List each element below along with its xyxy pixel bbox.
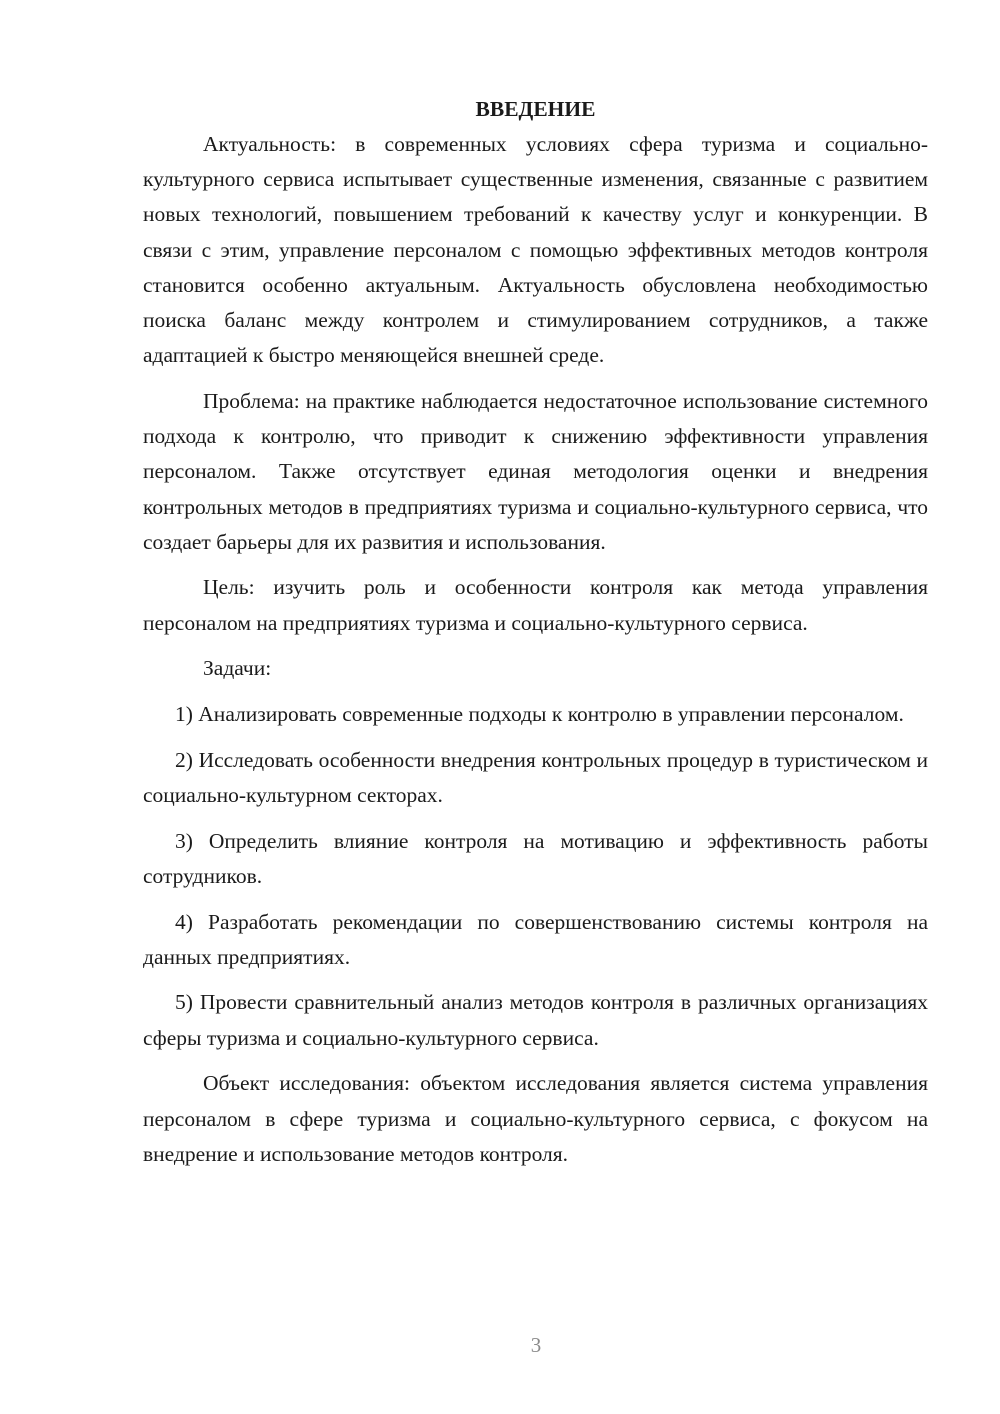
object-paragraph: Объект исследования: объектом исследования является система управления персоналом в сфере туризма и социально-культурного сервиса, с фокусом на внедрение и использование методов контроля. [143, 1071, 928, 1166]
page-content [143, 92, 928, 1182]
problem-paragraph: Проблема: на практике наблюдается недостаточное использование системного подхода к контролю, что приводит к снижению эффективности управления персоналом. Также отсутствует единая методология оценки и внедрения контрольных методов в предприятиях туризма и социально-культурного сервиса, что создает барьеры для их развития и использования. [143, 388, 928, 554]
tasks-heading: Задачи: [203, 656, 272, 681]
task-item-5: 5) Провести сравнительный анализ методов контроля в различных организациях сферы туризма и социально-культурного сервиса. [143, 990, 928, 1050]
task-item-4: 4) Разработать рекомендации по совершенствованию системы контроля на данных предприятиях. [143, 909, 928, 969]
relevance-paragraph: Актуальность: в современных условиях сфера туризма и социально-культурного сервиса испытывает существенные изменения, связанные с развитием новых технологий, повышением требований к качеству услуг и конкуренции. В связи с этим, управление персоналом с помощью эффективных методов контроля становится особенно актуальным. Актуальность обусловлена необходимостью поиска баланс между контролем и стимулированием сотрудников, а также адаптацией к быстро меняющейся внешней среде. [143, 132, 928, 368]
section-title: ВВЕДЕНИЕ [475, 97, 596, 121]
task-item-1: 1) Анализировать современные подходы к контролю в управлении персоналом. [175, 702, 904, 727]
page-number: 3 [530, 1333, 542, 1357]
task-item-3: 3) Определить влияние контроля на мотивацию и эффективность работы сотрудников. [143, 828, 928, 888]
goal-paragraph: Цель: изучить роль и особенности контроля как метода управления персоналом на предприятиях туризма и социально-культурного сервиса. [143, 575, 928, 635]
task-item-2: 2) Исследовать особенности внедрения контрольных процедур в туристическом и социально-культурном секторах. [143, 747, 928, 807]
